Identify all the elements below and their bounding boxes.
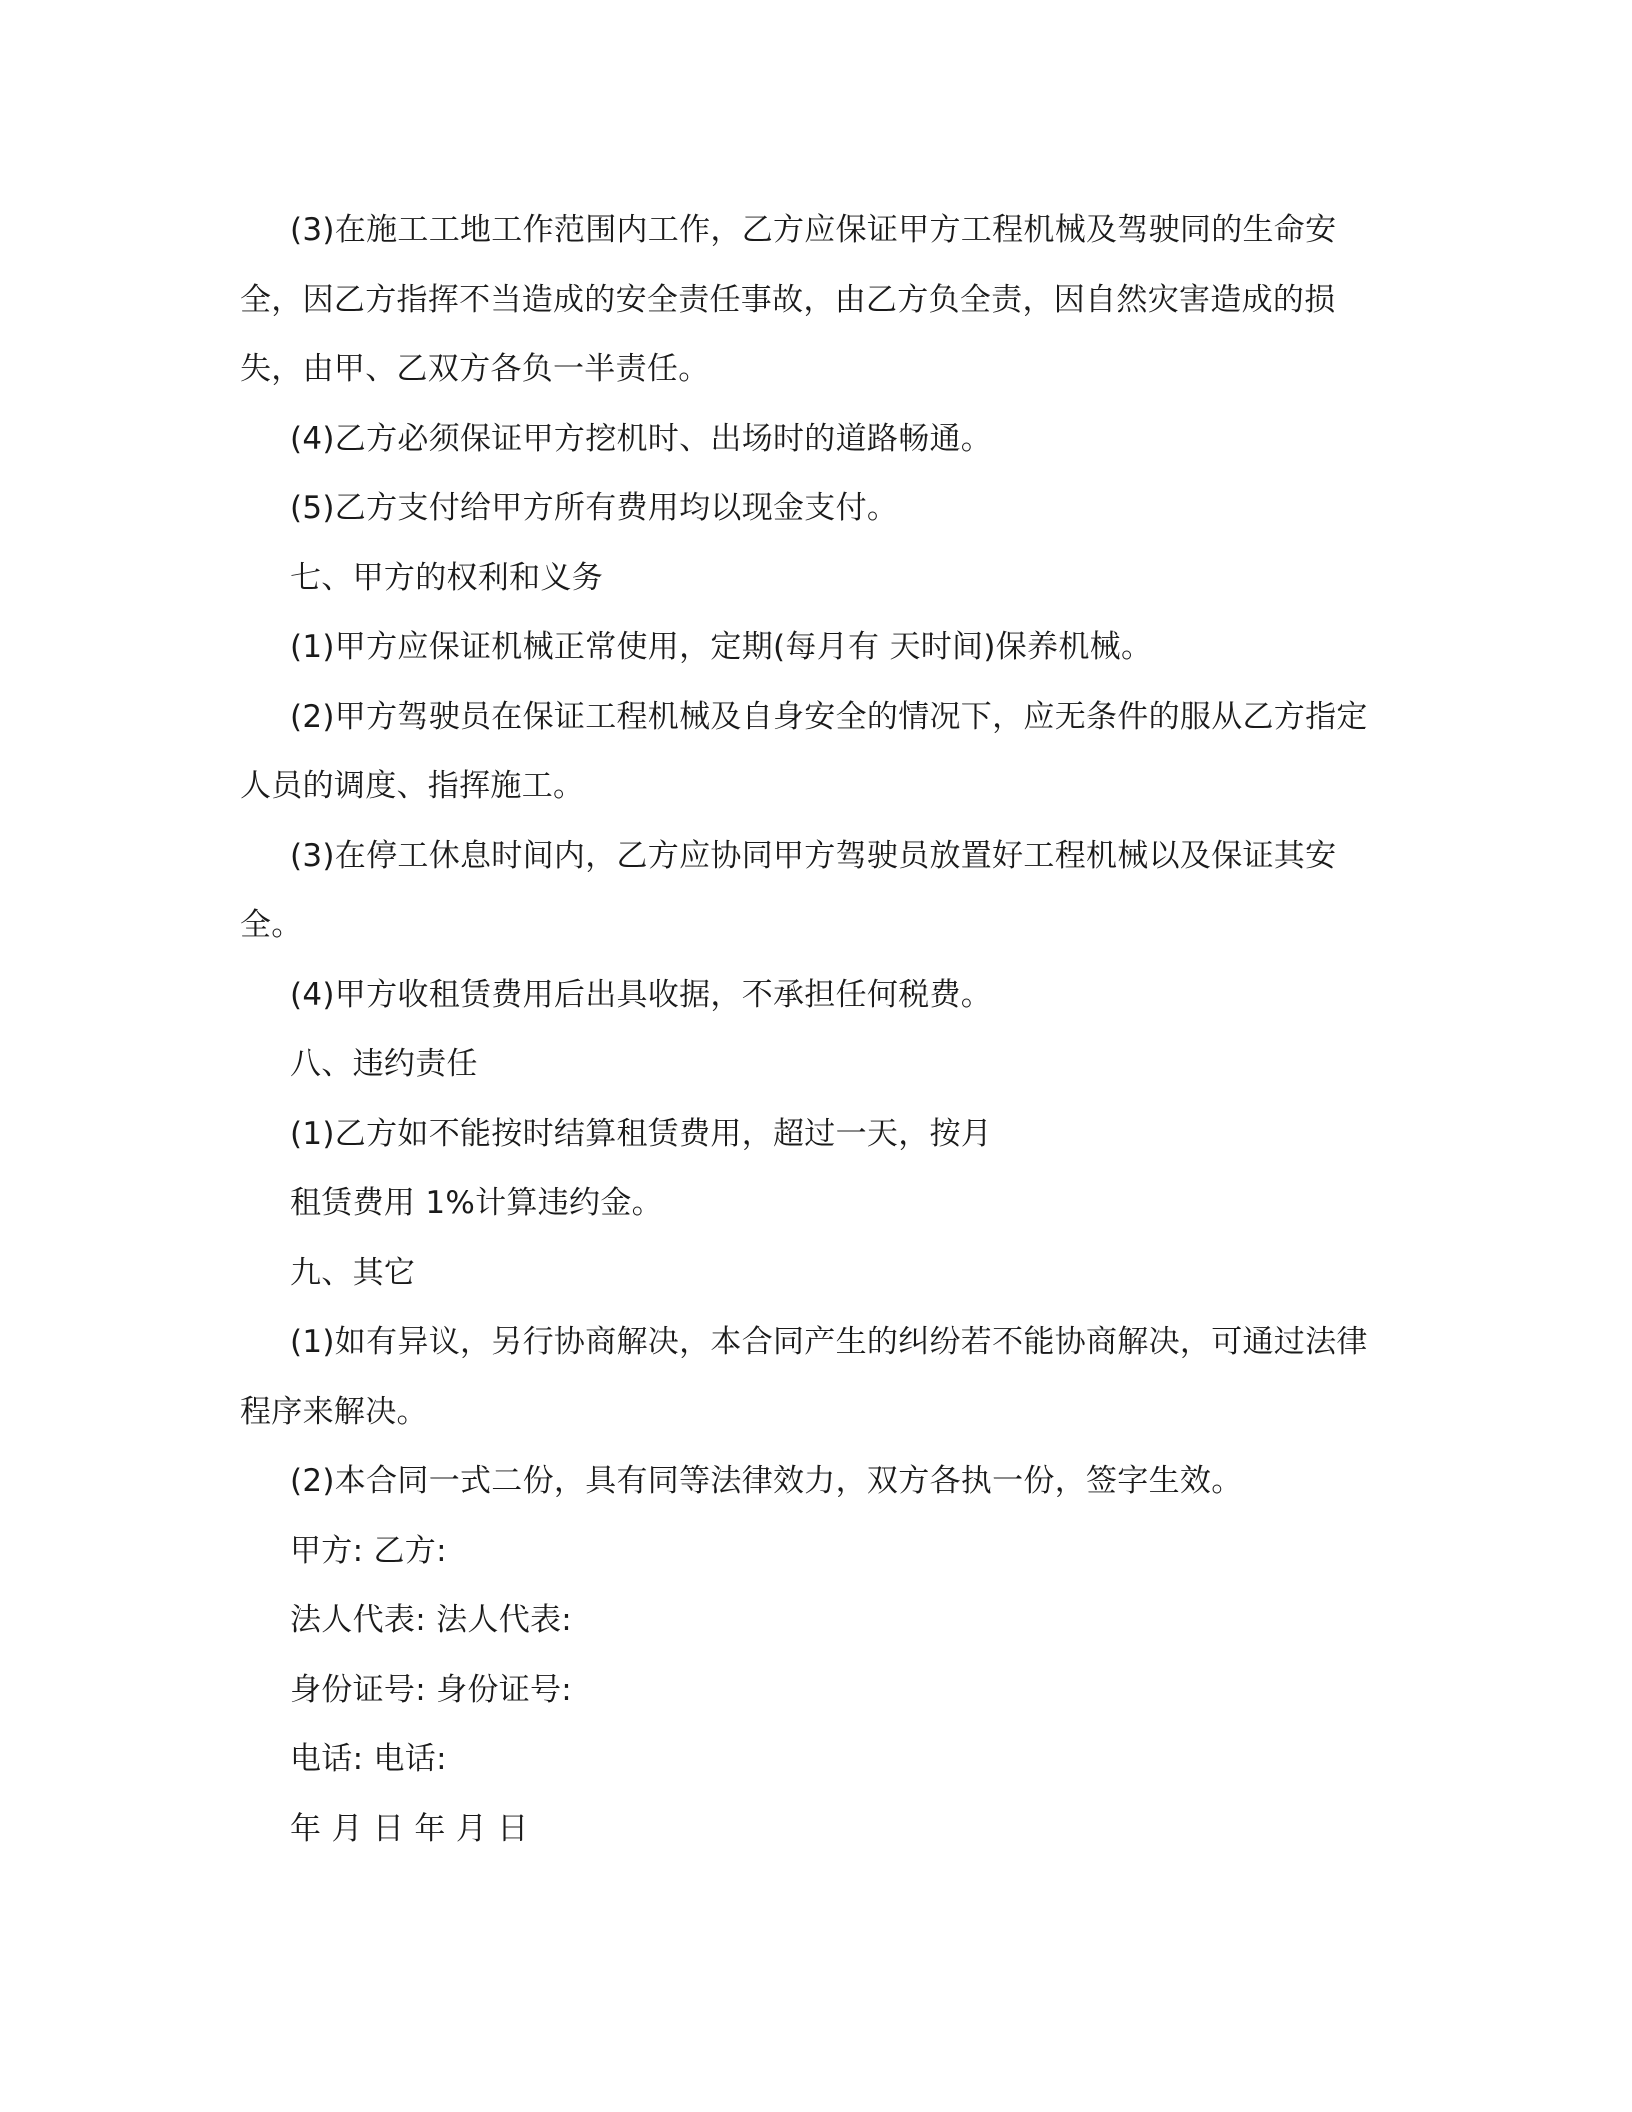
paragraph-line: 全。 [240, 907, 303, 943]
signature-line-representative: 法人代表: 法人代表: [290, 1602, 573, 1638]
paragraph-line: 租赁费用 1%计算违约金。 [290, 1185, 663, 1221]
paragraph-line: 程序来解决。 [240, 1393, 428, 1430]
paragraph-line: 人员的调度、指挥施工。 [240, 768, 585, 804]
section-heading: 九、其它 [290, 1254, 416, 1291]
section-heading: 八、违约责任 [290, 1046, 478, 1082]
paragraph-line: (5)乙方支付给甲方所有费用均以现金支付。 [290, 490, 899, 526]
paragraph-line: (1)甲方应保证机械正常使用，定期(每月有 天时间)保养机械。 [290, 629, 1153, 665]
signature-line-phone: 电话: 电话: [290, 1741, 447, 1777]
paragraph-line: (4)乙方必须保证甲方挖机时、出场时的道路畅通。 [290, 420, 993, 457]
paragraph-line: (1)乙方如不能按时结算租赁费用，超过一天，按月 [290, 1115, 993, 1152]
signature-line-id-number: 身份证号: 身份证号: [290, 1671, 573, 1708]
paragraph-line: 失，由甲、乙双方各负一半责任。 [240, 351, 710, 387]
section-heading: 七、甲方的权利和义务 [290, 559, 603, 596]
paragraph-line: (4)甲方收租赁费用后出具收据，不承担任何税费。 [290, 976, 993, 1013]
paragraph-line: (2)甲方驾驶员在保证工程机械及自身安全的情况下，应无条件的服从乙方指定 [290, 698, 1368, 735]
paragraph-line: (1)如有异议，另行协商解决，本合同产生的纠纷若不能协商解决，可通过法律 [290, 1324, 1368, 1360]
paragraph-line: 全，因乙方指挥不当造成的安全责任事故，由乙方负全责，因自然灾害造成的损 [240, 281, 1336, 318]
paragraph-line: (3)在施工工地工作范围内工作，乙方应保证甲方工程机械及驾驶同的生命安 [290, 212, 1337, 248]
paragraph-line: (2)本合同一式二份，具有同等法律效力，双方各执一份，签字生效。 [290, 1463, 1243, 1499]
document-body [240, 196, 1390, 1864]
signature-line-date: 年 月 日 年 月 日 [290, 1810, 529, 1847]
signature-line-party: 甲方: 乙方: [290, 1532, 447, 1569]
paragraph-line: (3)在停工休息时间内，乙方应协同甲方驾驶员放置好工程机械以及保证其安 [290, 837, 1337, 874]
